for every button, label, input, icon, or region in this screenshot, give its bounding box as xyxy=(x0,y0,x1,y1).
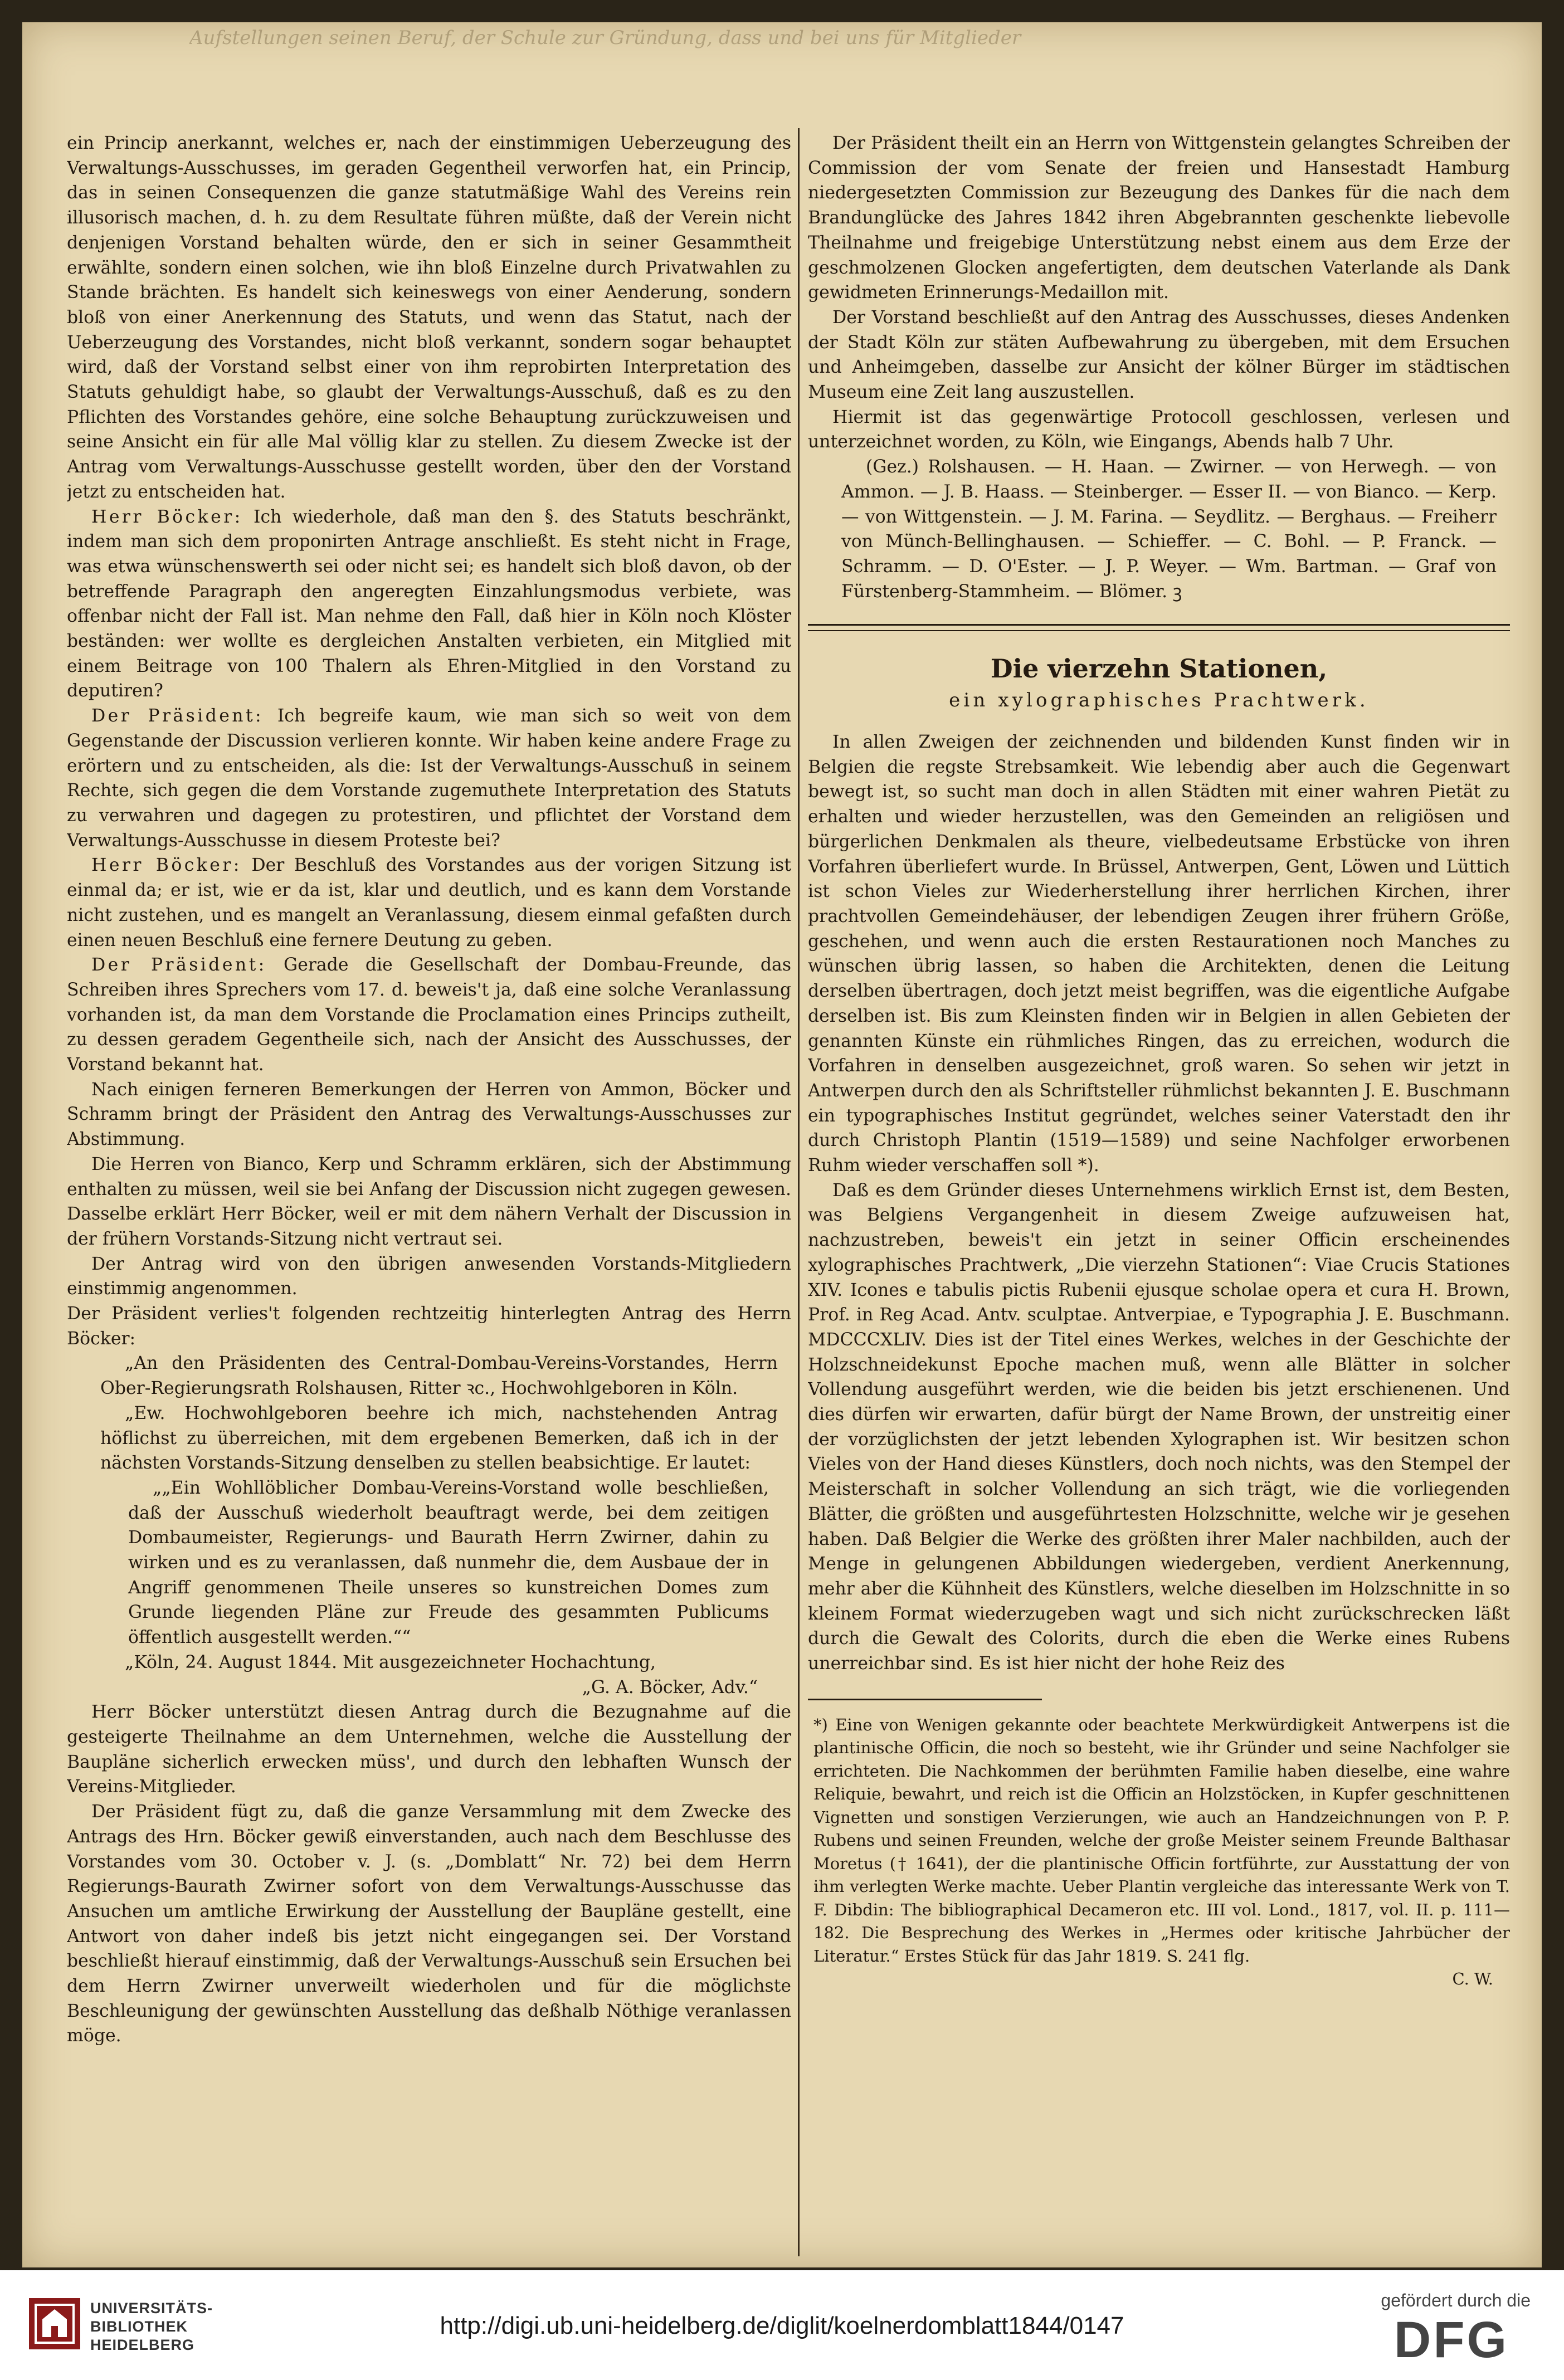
article-paragraph: In allen Zweigen der zeichnenden und bildenden Kunst finden wir in Belgien die regste Strebsamkeit. Wie lebendig aber auch die Gegenwart bewegt ist, so sucht man doch in allen Städten mit einer wahren Pietät zu erhalten und wieder herzustellen, was den Gemeinden an religiösen und bürgerlichen Denkmalen als theure, vielbedeutsame Erbstücke von ihren Vorfahren überliefert wurde. In Brüssel, Antwerpen, Gent, Löwen und Lüttich ist schon Vieles zur Wiederherstellung ihrer herrlichen Kirchen, ihrer prachtvollen Gemeindehäuser, der lebendigen Zeugen ihrer frühern Größe, geschehen, und wenn auch die ersten Restaurationen noch Manches zu wünschen übrig lassen, so haben die Architekten, denen die Leitung derselben übertragen, doch jetzt meist begriffen, was die eigentliche Aufgabe derselben ist. Bis zum Kleinsten finden wir in Belgien in allen Gebieten der genannten Künste ein rühmliches Ringen, das zu erreichen, wodurch die Vorfahren in denselben ausgezeichnet, groß waren. So sehen wir jetzt in Antwerpen durch den als Schriftsteller rühmlichst bekannten J. E. Buschmann ein typographisches Institut gegründet, welches seiner Vaterstadt den ihr durch Christoph Plantin (1519—1589) und seine Nachfolger erworbenen Ruhm wieder verschaffen soll *). xyxy=(808,732,1510,1176)
footnote-signature: C. W. xyxy=(1452,1969,1493,1989)
funded-by-label: gefördert durch die xyxy=(1381,2290,1531,2310)
speech-text: Der Beschluß des Vorstandes aus der vorigen Sitzung ist einmal da; er ist, wie er da ist, klar und deutlich, und es kann dem Vorstande nicht zustehen, und es mangelt an Veranlassung, diesem einmal gefaßten durch einen neuen Beschluß eine fernere Deutung zu geben. xyxy=(67,855,791,950)
column-divider xyxy=(798,128,800,2256)
dfg-logo xyxy=(1368,2314,1535,2364)
left-paragraph: „An den Präsidenten des Central-Dombau-Vereins-Vorstandes, Herrn Ober-Regierungsrath Rolshausen, Ritter ꝛc., Hochwohlgeboren in Köln. xyxy=(100,1353,778,1399)
speech-text: Gerade die Gesellschaft der Dombau-Freunde, das Schreiben ihres Sprechers vom 17. d. beweis't ja, daß eine solche Veranlassung vorhanden ist, da man dem Vorstande die Proclamation eines Princips zutheilt, zu dessen geradem Gegentheile sich, nach der Ansicht des Ausschusses, der Vorstand bekannt hat. xyxy=(67,955,791,1075)
left-paragraph: Der Präsident verlies't folgenden rechtzeitig hinterlegten Antrag des Herrn Böcker: xyxy=(67,1304,791,1349)
article-subtitle: ein xylographisches Prachtwerk. xyxy=(949,689,1369,712)
protocol-conclusion xyxy=(808,131,1510,604)
section-rule xyxy=(808,624,1510,631)
footnote: *) Eine von Wenigen gekannte oder beachtete Merkwürdigkeit Antwerpens ist die plantinische Officin, die noch so besteht, wie ihr Gründer und seine Nachfolger sie errichteten. Die Nachkommen der berühmten Familie haben dieselbe, eine wahre Reliquie, bewahrt, und reich ist die Officin an Holzstöcken, in Kupfer geschnittenen Vignetten und sonstigen Verzierungen, wie auch an Handzeichnungen von P. P. Rubens und seinen Freunden, welche der große Meister seinem Freunde Balthasar Moretus († 1641), der die plantinische Officin fortführte, zur Ausstattung der von ihm verlegten Werke machte. Ueber Plantin vergleiche das interessante Werk von T. F. Dibdin: The bibliographical Decameron etc. III vol. Lond., 1817, vol. II. p. 111—182. Die Besprechung des Werkes in „Hermes oder kritische Jahrbücher der Literatur.“ Erstes Stück für das Jahr 1819. S. 241 flg. xyxy=(813,1715,1510,1966)
left-paragraph: „Ew. Hochwohlgeboren beehre ich mich, nachstehenden Antrag höflichst zu überreichen, mit dem ergebenen Bemerken, daß ich in der nächsten Vorstands-Sitzung denselben zu stellen beabsichtige. Er lautet: xyxy=(100,1403,778,1474)
left-column xyxy=(67,131,791,2262)
speaker-name: Der Präsident: xyxy=(91,706,264,726)
rtop-paragraph: Der Präsident theilt ein an Herrn von Wittgenstein gelangtes Schreiben der Commission der vom Senate der freien und Hansestadt Hamburg niedergesetzten Commission zur Bezeugung des Dankes für die nach dem Brandunglücke des Jahres 1842 ihren Abgebrannten geschenkte liebevolle Theilnahme und freigebige Unterstützung nebst einem aus dem Erze der geschmolzenen Glocken angefertigten, dem deutschen Vaterlande als Dank gewidmeten Erinnerungs-Medaillon mit. xyxy=(808,133,1510,303)
article-body xyxy=(808,730,1510,1676)
bleed-through-text: Aufstellungen seinen Beruf, der Schule zur Gründung, dass und bei uns für Mitglieder xyxy=(189,27,1021,49)
speech-text: Ich begreife kaum, wie man sich so weit von dem Gegenstande der Discussion verlieren konnte. Wir haben keine andere Frage zu erörtern und zu entscheiden, als die: Ist der Verwaltungs-Ausschuß in seinem Rechte, sich gegen die dem Vorstande zugemuthete Interpretation des Statuts zu verwahren und dagegen zu protestiren, und pflichtet der Vorstand dem Verwaltungs-Ausschusse in diesem Proteste bei? xyxy=(67,706,791,851)
left-paragraph xyxy=(67,853,791,953)
left-paragraph: Die Herren von Bianco, Kerp und Schramm erklären, sich der Abstimmung enthalten zu müssen, weil sie bei Anfang der Discussion nicht zugegen gewesen. Dasselbe erklärt Herr Böcker, weil er mit dem nähern Verhalt der Discussion in der frühern Vorstands-Sitzung nicht vertraut sei. xyxy=(67,1154,791,1249)
speech-text: Ich wiederhole, daß man den §. des Statuts beschränkt, indem man sich dem proponirten Antrage anschließt. Es steht nicht in Frage, was etwa wünschenswerth sei oder nicht sei; es handelt sich bloß davon, ob der betreffende Paragraph den angeregten Einzahlungsmodus verbiete, was offenbar nicht der Fall ist. Man nehme den Fall, daß hier in Köln noch Klöster beständen: wer wollte es dergleichen Anstalten verbieten, ein Mitglied mit einem Beitrage von 100 Thalern als Ehren-Mitglied in den Vorstand zu deputiren? xyxy=(67,506,791,701)
left-paragraph: „G. A. Böcker, Adv.“ xyxy=(582,1677,758,1698)
footnote-rule xyxy=(808,1699,1042,1700)
library-name: UNIVERSITÄTS- BIBLIOTHEK HEIDELBERG xyxy=(90,2300,213,2353)
left-paragraph: Der Antrag wird von den übrigen anwesenden Vorstands-Mitgliedern einstimmig angenommen. xyxy=(67,1254,791,1299)
left-paragraph: Nach einigen ferneren Bemerkungen der Herren von Ammon, Böcker und Schramm bringt der Präsident den Antrag des Verwaltungs-Ausschusses zur Abstimmung. xyxy=(67,1079,791,1150)
digitization-footer xyxy=(0,2270,1564,2380)
left-paragraph: Der Präsident fügt zu, daß die ganze Versammlung mit dem Zwecke des Antrags des Hrn. Böcker gewiß einverstanden, auch nach dem Beschlusse des Vorstandes vom 30. October v. J. (s. „Domblatt“ Nr. 72) bei dem Herrn Regierungs-Baurath Zwirner sofort von dem Verwaltungs-Ausschusse das Ansuchen um amtliche Erwirkung der Ausstellung der Baupläne gestellt, eine Antwort von daher indeß bis jetzt nicht eingegangen sei. Der Vorstand beschließt hierauf einstimmig, daß der Verwaltungs-Ausschuß sein Ersuchen bei dem Herrn Zwirner unverweilt wiederholen und für die möglichste Beschleunigung der gewünschten Ausstellung das deßhalb Nöthige veranlassen möge. xyxy=(67,1802,791,2046)
left-paragraph: „Köln, 24. August 1844. Mit ausgezeichneter Hochachtung, xyxy=(125,1652,656,1672)
right-column xyxy=(808,131,1510,2262)
rtop-paragraph: (Gez.) Rolshausen. — H. Haan. — Zwirner. — von Herwegh. — von Ammon. — J. B. Haass. — Steinberger. — Esser II. — von Bianco. — Kerp. — von Wittgenstein. — J. M. Farina. — Seydlitz. — Berghaus. — Freiherr von Münch-Bellinghausen. — Schieffer. — C. Bohl. — P. Franck. — Schramm. — D. O'Ester. — J. P. Weyer. — Wm. Bartman. — Graf von Fürstenberg-Stammheim. — Blömer. ꝫ xyxy=(841,457,1497,602)
article-paragraph: Daß es dem Gründer dieses Unternehmens wirklich Ernst ist, dem Besten, was Belgiens Vergangenheit in diesem Zweige aufzuweisen hat, nachzustreben, beweis't ein jetzt in seiner Officin erscheinendes xylographisches Prachtwerk, „Die vierzehn Stationen“: Viae Crucis Stationes XIV. Icones e tabulis pictis Rubenii ejusque scholae opera et cura H. Brown, Prof. in Reg Acad. Antv. sculptae. Antverpiae, e Typographia J. E. Buschmann. MDCCCXLIV. Dies ist der Titel eines Werkes, welches in der Geschichte der Holzschneidekunst Epoche machen muß, wenn alle Blätter in solcher Vollendung ausgeführt werden, wie die beiden bis jetzt erschienenen. Und dies dürfen wir erwarten, dafür bürgt der Name Brown, der unstreitig einer der vorzüglichsten der jetzt lebenden Xylographen ist. Wir besitzen schon Vieles von der Hand dieses Künstlers, doch noch nichts, was den Stempel der Meisterschaft in solcher Vollendung an sich trägt, wie die vorliegenden Blätter, die größten und ausgeführtesten Holzschnitte, welche wir je gesehen haben. Daß Belgier die Werke des größten ihrer Maler nachbilden, auch der Menge in gelungenen Abbildungen wiedergeben, verdient Anerkennung, mehr aber die Kühnheit des Künstlers, welche dieselben im Holzschnitte in so kleinem Format wiederzugeben wagt und sich nicht zurückschrecken läßt durch die Gewalt des Colorits, durch die eben die Werke eines Rubens unerreichbar sind. Es ist hier nicht der hohe Reiz des xyxy=(808,1180,1510,1674)
rtop-paragraph: Der Vorstand beschließt auf den Antrag des Ausschusses, dieses Andenken der Stadt Köln zur stäten Aufbewahrung zu übergeben, mit dem Ersuchen und Anheimgeben, dasselbe zur Ansicht der kölner Bürger im städtischen Museum eine Zeit lang auszustellen. xyxy=(808,307,1510,403)
left-paragraph xyxy=(67,704,791,853)
svg-text:DFG: DFG xyxy=(1394,2314,1509,2364)
rtop-paragraph: Hiermit ist das gegenwärtige Protocoll geschlossen, verlesen und unterzeichnet worden, zu Köln, wie Eingangs, Abends halb 7 Uhr. xyxy=(808,407,1510,452)
left-paragraph: Herr Böcker unterstützt diesen Antrag durch die Bezugnahme auf die gesteigerte Theilnahme an dem Unternehmen, welche die Ausstellung der Baupläne sicherlich erwecken müss', und durch den lebhaften Wunsch der Vereins-Mitglieder. xyxy=(67,1702,791,1797)
article-title: Die vierzehn Stationen, xyxy=(990,653,1328,684)
speaker-name: Herr Böcker: xyxy=(91,855,242,876)
speaker-name: Herr Böcker: xyxy=(91,506,243,527)
left-paragraph xyxy=(67,505,791,704)
speaker-name: Der Präsident: xyxy=(91,955,267,976)
left-paragraph: ein Princip anerkannt, welches er, nach der einstimmigen Ueberzeugung des Verwaltungs-Ausschusses, im geraden Gegentheil verworfen hat, ein Princip, das in seinen Consequenzen die ganze statutmäßige Wahl des Vereins rein illusorisch machen, d. h. zu dem Resultate führen müßte, daß der Verein nicht denjenigen Vorstand behalten würde, den er sich in seiner Gesammtheit erwählte, sondern einen solchen, wie ihn bloß Einzelne durch Privatwahlen zu Stande brächten. Es handelt sich keineswegs von einer Aenderung, sondern bloß von einer Anerkennung des Statuts, und wenn das Statut, nach der Ueberzeugung des Vorstandes, nicht bloß verkannt, sondern sogar behauptet wird, daß der Vorstand selbst einer von ihm reprobirten Interpretation des Statuts gehuldigt habe, so glaubt der Verwaltungs-Ausschuß, daß es zu den Pflichten des Vorstandes gehöre, eine solche Behauptung zurückzuweisen und seine Ansicht ein für alle Mal völlig klar zu stellen. Zu diesem Zwecke ist der Antrag vom Verwaltungs-Ausschusse gestellt worden, über den der Vorstand jetzt zu entscheiden hat. xyxy=(67,133,791,502)
newspaper-page xyxy=(22,22,1542,2267)
left-paragraph xyxy=(67,953,791,1077)
left-paragraph: „„Ein Wohllöblicher Dombau-Vereins-Vorstand wolle beschließen, daß der Ausschuß wiederholt beauftragt werde, bei dem zeitigen Dombaumeister, Regierungs- und Baurath Herrn Zwirner, dahin zu wirken und es zu veranlassen, daß nunmehr die, dem Ausbaue der in Angriff genommenen Theile unseres so kunstreichen Domes zum Grunde liegenden Pläne zur Freude des gesammten Publicums öffentlich ausgestellt werden.““ xyxy=(128,1477,769,1648)
source-url-link[interactable]: http://digi.ub.uni-heidelberg.de/diglit/koelnerdomblatt1844/0147 xyxy=(440,2312,1124,2339)
